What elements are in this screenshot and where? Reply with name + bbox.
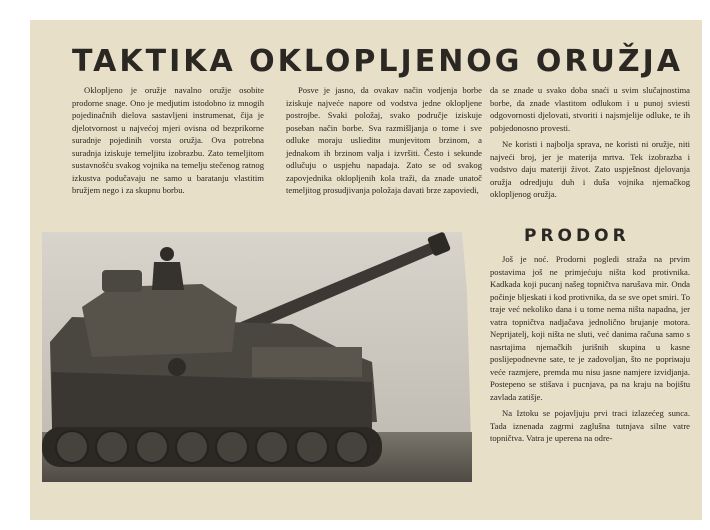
paragraph: Još je noć. Prodorni pogledi straža na prvim postavima još ne primjećuju ništa kod protivnika. Kadkada koji pucanj našeg topničtva narušava mir. Onda počinje bljeskati i kod protivnika, da se sve opet smiri. To traje već nekoliko dana i u tome nema ništa napadna, jer vatra topničtva nadjačava jednolično brujanje motora. Neprijatelj, koji ništa ne sluti, već danima računa samo s nasrtajima njemačkih jurišnih skupina u kasne poslijepodnevne sate, te je zadovoljan, što ne popriмaju veće razmjere, premda mu nisu jasne namjere izvidjanja. Postepeno se stišava i puсnjava, pa na kraju na bojištu zavlada zatišje. <box>490 254 690 402</box>
text-column-1 <box>72 84 264 201</box>
paragraph: Oklopljeno je oružje navalno oružje osobite prodorne snage. Ono je medjutim istodobno iz mnogih pojedinačnih dielova sastavljeni instrumenat, čija je djelotvornost u najvećoj mjeri ovisna od bezprikorne suradnje pojedinih vorsta oružja. Ova potrebna suradnja iziskuje temeljitu izobrazbu. Zato temeljitom sustavnošću svakog vojnika na temelju stečenog ratnog izkustva podučavaju ne samo u baratanju vlastitim bružjem nego i za skupnu borbu. <box>72 85 264 195</box>
text-column-3-lower <box>490 253 690 449</box>
paragraph: Ne koristi i najbolja sprava, ne koristi ni oružje, niti najveći broj, jer je materija mrtva. Tek izobrazba i vodstvo daju materiji život. Zato uspješnost djelovanja oružja odredjuju duh i duša vojnika njemačkog oklopljenog oružja. <box>490 139 690 199</box>
paragraph: Na Iztoku se pojavljuju prvi traci izlazećeg sunca. Tada iznenada zagrmi zaglušna tutnjava silne vatre topničtva. Vatra je uperena na odre- <box>490 408 690 443</box>
tank-photo <box>42 232 472 482</box>
text-column-2 <box>286 84 482 201</box>
magazine-page <box>30 20 702 520</box>
paragraph: Posve je jasno, da ovakav način vodjenja borbe iziskuje najveće napore od vodstva jedne oklopljene postrojbe. Svaki položaj, svako područje iziskuje poseban način borbe. Sva razmišljanja o tome i sve odluke moraju uslieditи munjevitom brzinom, a jednakom ih brzinom valja i izvršiti. Često i sekunde odlučuju o uspjehu napadaja. Zato se od svakog zapovjednika oklopljenih kola traži, da znade unatoč temeljitog prosudjivanja položaja davati brze zapoviedi, <box>286 85 482 195</box>
page-title: TAKTIKA OKLOPLJENOG ORUŽJA <box>72 44 683 79</box>
paragraph: da se znade u svako doba snaći u svim slučajnostima borbe, da znade vlastitom odlukom i u punoj sviesti odgovornosti djelovati, stvoriti i najsmjelije odluke, te ih pobjedonosno provesti. <box>490 85 690 133</box>
section-heading: PRODOR <box>524 226 630 246</box>
text-column-3 <box>490 84 690 205</box>
